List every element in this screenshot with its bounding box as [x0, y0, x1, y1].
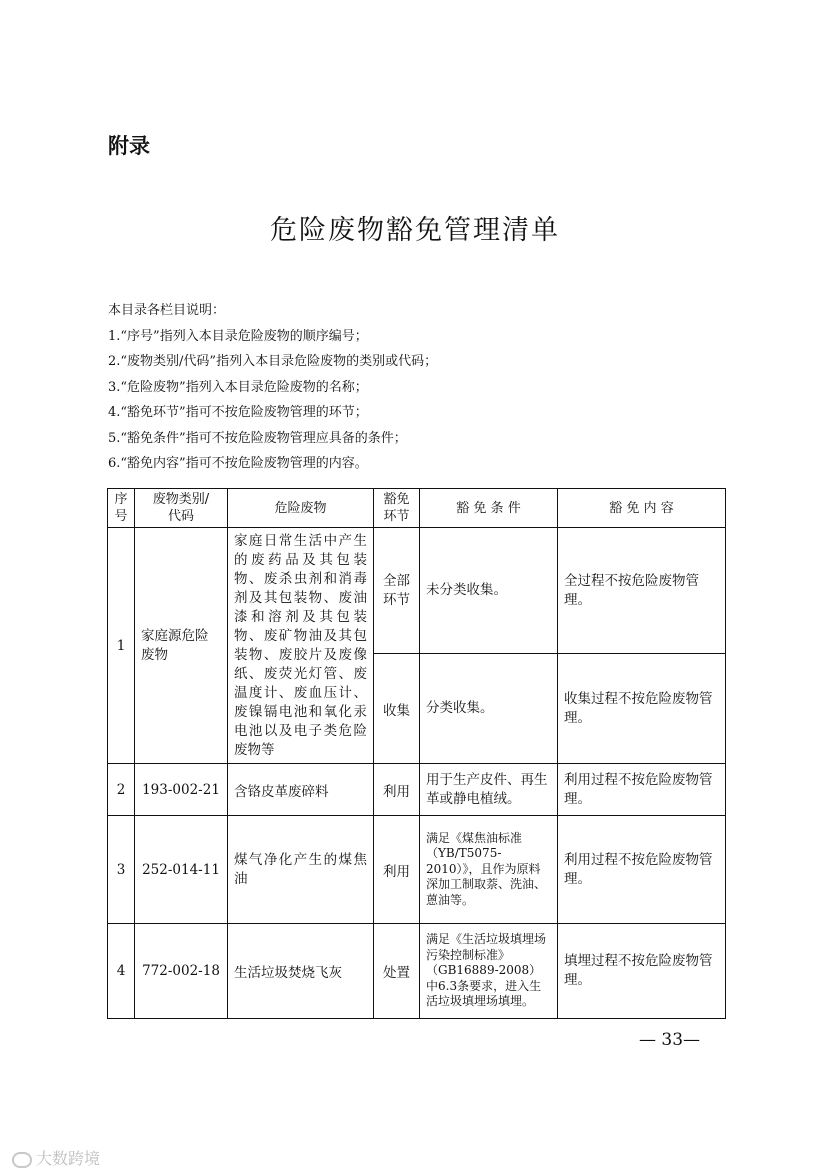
row-condition: 分类收集。 [420, 654, 558, 764]
note-item: 1.“序号”指列入本目录危险废物的顺序编号； [108, 328, 368, 344]
appendix-label: 附录 [108, 134, 150, 158]
row-stage: 全部 环节 [374, 528, 420, 654]
note-item: 5.“豁免条件”指可不按危险废物管理应具备的条件； [108, 430, 407, 446]
row-stage: 收集 [374, 654, 420, 764]
table-row [108, 528, 726, 654]
row-content: 收集过程不按危险废物管理。 [558, 654, 726, 764]
note-intro: 本目录各栏目说明： [108, 303, 226, 318]
exemption-table [107, 488, 726, 1019]
row-seq: 3 [108, 816, 135, 924]
row-waste: 含铬皮革废碎料 [228, 764, 374, 816]
row-category: 772-002-18 [135, 924, 228, 1019]
header-stage: 豁免 环节 [374, 489, 420, 528]
column-notes [108, 298, 437, 477]
row-waste: 煤气净化产生的煤焦油 [228, 816, 374, 924]
row-stage: 利用 [374, 764, 420, 816]
note-item: 2.“废物类别/代码”指列入本目录危险废物的类别或代码； [108, 354, 438, 369]
row-category: 家庭源危险废物 [135, 528, 228, 764]
row-content: 利用过程不按危险废物管理。 [558, 816, 726, 924]
row-condition: 未分类收集。 [420, 528, 558, 654]
table-row [108, 816, 726, 924]
row-category: 193-002-21 [135, 764, 228, 816]
row-waste: 家庭日常生活中产生的废药品及其包装物、废杀虫剂和消毒剂及其包装物、废油漆和溶剂及其包装物、废矿物油及其包装物、废胶片及废像纸、废荧光灯管、废温度计、废血压计、废镍镉电池和氧化汞电池以及电子类危险废物等 [228, 528, 374, 764]
row-seq: 4 [108, 924, 135, 1019]
note-item: 6.“豁免内容”指可不按危险废物管理的内容。 [108, 456, 368, 471]
header-content: 豁 免 内 容 [558, 489, 726, 528]
header-category: 废物类别/ 代码 [135, 489, 228, 528]
page-number: — 33— [639, 1030, 701, 1050]
row-stage: 处置 [374, 924, 420, 1019]
watermark-logo-icon [12, 1152, 32, 1168]
row-condition: 用于生产皮件、再生革或静电植绒。 [420, 764, 558, 816]
header-conditions: 豁 免 条 件 [420, 489, 558, 528]
table-header-row [108, 489, 726, 528]
note-item: 3.“危险废物”指列入本目录危险废物的名称； [108, 379, 368, 395]
row-seq: 1 [108, 528, 135, 764]
row-category: 252-014-11 [135, 816, 228, 924]
header-seq: 序 号 [108, 489, 135, 528]
row-content: 利用过程不按危险废物管理。 [558, 764, 726, 816]
row-condition: 满足《煤焦油标准（YB/T5075-2010）》，且作为原料深加工制取萘、洗油、蒽油等。 [420, 816, 558, 924]
table-row [108, 764, 726, 816]
header-waste: 危险废物 [228, 489, 374, 528]
row-seq: 2 [108, 764, 135, 816]
note-item: 4.“豁免环节”指可不按危险废物管理的环节； [108, 405, 368, 420]
watermark [12, 1146, 100, 1169]
row-condition: 满足《生活垃圾填埋场污染控制标准》（GB16889-2008）中6.3条要求，进入生活垃圾填埋场填埋。 [420, 924, 558, 1019]
row-waste: 生活垃圾焚烧飞灰 [228, 924, 374, 1019]
page-title: 危险废物豁免管理清单 [270, 215, 560, 246]
row-content: 填埋过程不按危险废物管理。 [558, 924, 726, 1019]
row-stage: 利用 [374, 816, 420, 924]
table-row [108, 924, 726, 1019]
watermark-text: 大数跨境 [36, 1149, 101, 1168]
row-content: 全过程不按危险废物管理。 [558, 528, 726, 654]
